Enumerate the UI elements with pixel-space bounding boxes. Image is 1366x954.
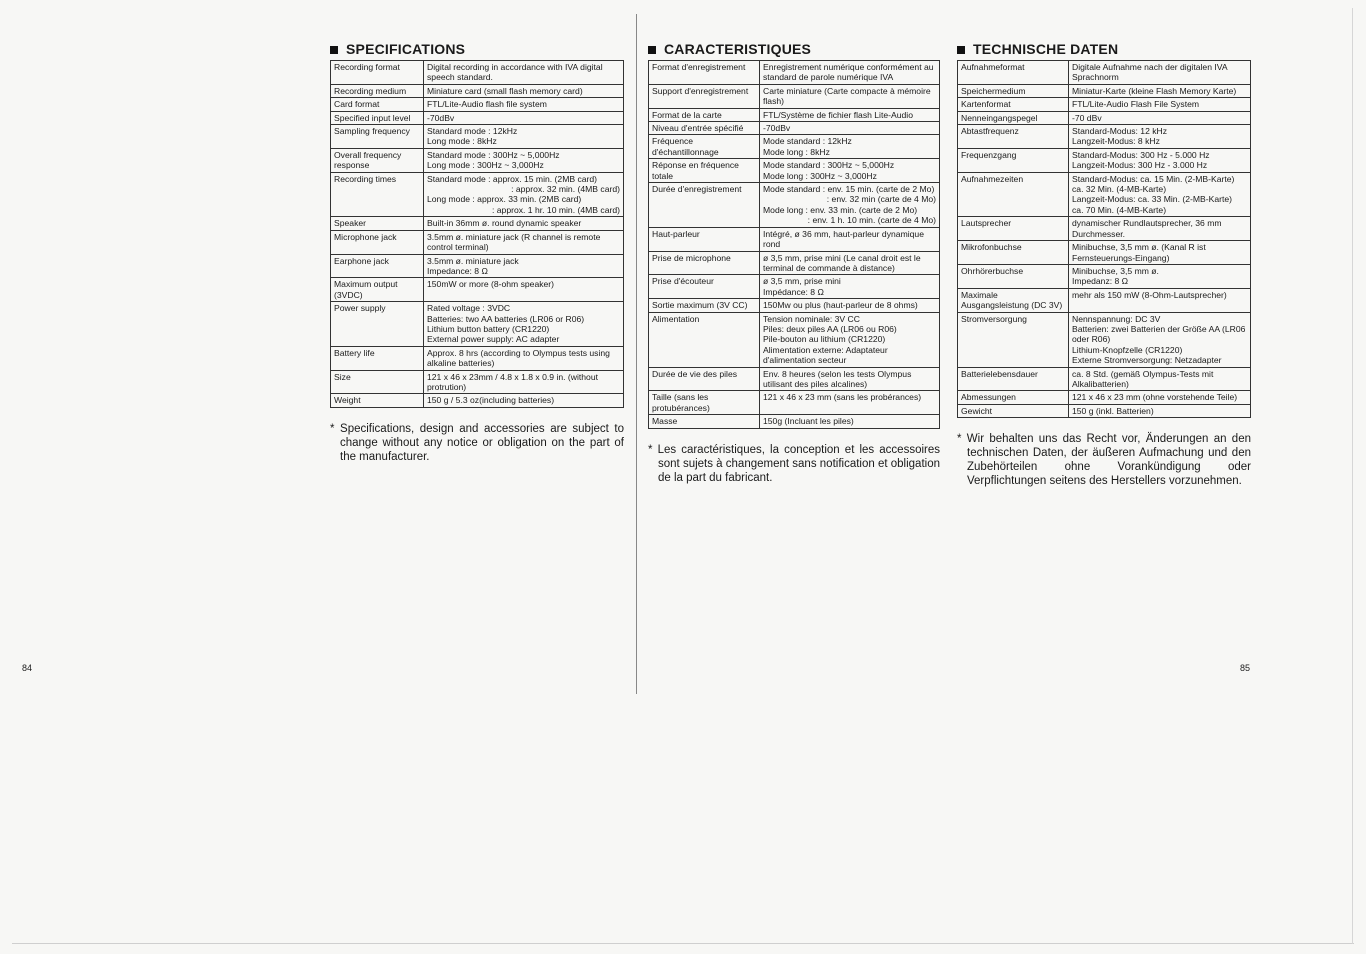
table-row [649,251,940,275]
spec-value-line: 3.5mm ø. miniature jack [427,255,519,266]
spec-value [424,370,624,394]
table-row [649,122,940,135]
scan-edge-bottom [12,943,1354,944]
spec-value-line: 121 x 46 x 23mm / 4.8 x 1.8 x 0.9 in. (without protrution) [427,371,599,392]
spec-value-line: Digitale Aufnahme nach der digitalen IVA Sprachnorm [1072,62,1228,83]
spec-value-line: Mode standard : 300Hz ~ 5,000Hz [763,160,895,171]
spec-value [1069,172,1251,217]
spec-label: Masse [649,415,760,428]
spec-value [1069,61,1251,85]
spec-label: Prise de microphone [649,251,760,275]
table-row [958,98,1251,111]
spec-value [424,61,624,85]
spec-label: Maximale Ausgangsleistung (DC 3V) [958,288,1069,312]
spec-label: Haut-parleur [649,227,760,251]
spec-value [1069,98,1251,111]
spec-value-line: External power supply: AC adapter [427,334,560,345]
spec-value-line: Built-in 36mm ø. round dynamic speaker [427,218,582,229]
table-row [958,111,1251,124]
spec-value-line: Lithium-Knopfzelle (CR1220) [1072,344,1183,355]
spec-value-line: Impédance: 8 Ω [763,286,824,297]
spec-value-line: Impedanz: 8 Ω [1072,276,1129,287]
spec-label: Stromversorgung [958,312,1069,367]
spec-value-line: Env. 8 heures (selon les tests Olympus utilisant des piles alcalines) [763,368,912,389]
page-gutter [636,14,637,694]
spec-value-line: Batteries: two AA batteries (LR06 or R06) [427,313,585,324]
spec-value-line: 150mW or more (8-ohm speaker) [427,279,555,290]
spec-value-line: Rated voltage : 3VDC [427,303,511,314]
spec-value [760,122,940,135]
spec-value-line: Approx. 8 hrs (according to Olympus tests using alkaline batteries) [427,347,610,369]
spec-value-line: Long mode : approx. 33 min. (2MB card) [427,194,582,205]
spec-value-line: 150Mw ou plus (haut-parleur de 8 ohms) [763,300,918,311]
spec-value-line: mehr als 150 mW (8-Ohm-Lautsprecher) [1072,289,1227,300]
spec-label: Speichermedium [958,84,1069,97]
spec-value [1069,148,1251,172]
spec-label: Microphone jack [331,230,424,254]
spec-table [330,60,624,408]
spec-label: Frequenzgang [958,148,1069,172]
spec-value-line: -70dBv [763,123,791,134]
spec-value-line: Nennspannung: DC 3V [1072,313,1161,324]
spec-value-line: -70 dBv [1072,112,1102,123]
spec-value-line: Externe Stromversorgung: Netzadapter [1072,355,1222,366]
spec-value [1069,312,1251,367]
spec-value-line: : env. 1 h. 10 min. (carte de 4 Mo) [807,215,936,226]
table-row [649,61,940,85]
spec-value-line: FTL/Lite-Audio flash file system [427,99,547,110]
disclaimer-note: * Les caractéristiques, la conception et les accessoires sont sujets à changement sans notification et obligation de la part du fabricant. [648,443,940,484]
spec-label: Alimentation [649,312,760,367]
spec-value [424,217,624,230]
spec-value-line: Tension nominale: 3V CC [763,313,860,324]
spec-label: Aufnahmeformat [958,61,1069,85]
spec-value [760,135,940,159]
table-row [958,404,1251,417]
spec-value-line: Long mode : 8kHz [427,136,497,147]
spec-value [760,61,940,85]
spec-value-line: FTL/Lite-Audio Flash File System [1072,99,1200,110]
spec-value [424,84,624,97]
specifications-column [330,40,624,464]
spec-value [424,394,624,407]
spec-value-line: Enregistrement numérique conformément au standard de parole numérique IVA [763,62,934,83]
table-row [331,346,624,370]
spec-label: Sortie maximum (3V CC) [649,299,760,312]
spec-value [760,275,940,299]
spec-label: Durée d'enregistrement [649,183,760,228]
spec-value-line: Digital recording in accordance with IVA digital speech standard. [427,62,603,83]
spec-value-line: Mode long : 300Hz ~ 3,000Hz [763,170,877,181]
spec-value-line: 121 x 46 x 23 mm (sans les probérances) [763,392,922,403]
square-bullet-icon [648,46,656,54]
spec-value [424,125,624,149]
spec-value-line: Mode long : env. 33 min. (carte de 2 Mo) [763,204,918,215]
spec-label: Battery life [331,346,424,370]
table-row [331,230,624,254]
spec-value-line: Pile-bouton au lithium (CR1220) [763,334,886,345]
table-row [649,108,940,121]
table-row [649,159,940,183]
table-row [958,241,1251,265]
table-row [649,84,940,108]
table-row [331,61,624,85]
spec-value-line: ca. 70 Min. (4-MB-Karte) [1072,204,1167,215]
spec-value [424,230,624,254]
spec-label: Niveau d'entrée spécifié [649,122,760,135]
spec-value [424,148,624,172]
spec-table [957,60,1251,418]
table-row [649,367,940,391]
spec-value-line: 121 x 46 x 23 mm (ohne vorstehende Teile) [1072,392,1238,403]
table-row [331,278,624,302]
spec-value-line: Lithium button battery (CR1220) [427,323,550,334]
spec-label: Recording medium [331,84,424,97]
table-row [649,183,940,228]
table-row [331,370,624,394]
spec-value [1069,125,1251,149]
spec-value [1069,84,1251,97]
table-row [958,61,1251,85]
spec-value-line: ø 3,5 mm, prise mini (Le canal droit est le terminal de commande à distance) [763,252,921,273]
table-row [649,299,940,312]
spec-label: Format de la carte [649,108,760,121]
table-row [331,394,624,407]
spec-value [760,159,940,183]
spec-value [760,391,940,415]
table-row [331,172,624,217]
spec-label: Kartenformat [958,98,1069,111]
spec-value [760,227,940,251]
spec-value-line: Langzeit-Modus: 8 kHz [1072,136,1160,147]
table-row [958,288,1251,312]
spec-value [1069,367,1251,391]
spec-value [424,254,624,278]
caracteristiques-column [648,40,940,485]
spec-value-line: -70dBv [427,112,455,123]
spec-label: Maximum output (3VDC) [331,278,424,302]
spec-value-line: 150 g (inkl. Batterien) [1072,405,1154,416]
spec-value [424,346,624,370]
spec-value-line: Mode standard : env. 15 min. (carte de 2 Mo) [763,184,935,195]
table-row [331,254,624,278]
spec-value-line: 3.5mm ø. miniature jack (R channel is remote control terminal) [427,231,601,253]
spec-value [1069,111,1251,124]
table-row [649,275,940,299]
spec-value-line: Standard mode : 300Hz ~ 5,000Hz [427,149,560,160]
spec-value [760,312,940,367]
technische-daten-column [957,40,1251,488]
spec-label: Lautsprecher [958,217,1069,241]
spec-value-line: Mode long : 8kHz [763,146,830,157]
section-heading: TECHNISCHE DATEN [957,40,1251,58]
section-heading: CARACTERISTIQUES [648,40,940,58]
spec-value [760,84,940,108]
spec-value [424,111,624,124]
table-row [649,227,940,251]
spec-value [1069,391,1251,404]
spec-label: Support d'enregistrement [649,84,760,108]
table-row [958,217,1251,241]
page-number-left: 84 [22,663,33,673]
spec-label: Ohrhörerbuchse [958,264,1069,288]
spec-value [760,108,940,121]
spec-label: Speaker [331,217,424,230]
spec-value-line: Langzeit-Modus: ca. 33 Min. (2-MB-Karte) [1072,194,1232,205]
spec-value [1069,404,1251,417]
spec-value [760,251,940,275]
spec-label: Batterielebensdauer [958,367,1069,391]
spec-value-line: : approx. 32 min. (4MB card) [511,184,620,195]
spec-value-line: : approx. 1 hr. 10 min. (4MB card) [491,204,620,215]
spec-label: Weight [331,394,424,407]
table-row [649,391,940,415]
spec-label: Abmessungen [958,391,1069,404]
spec-label: Card format [331,98,424,111]
table-row [958,125,1251,149]
page-number-right: 85 [1240,663,1251,673]
spec-value-line: Alimentation externe: Adaptateur d'alimentation secteur [763,344,888,366]
spec-value [424,172,624,217]
table-row [958,84,1251,97]
spec-label: Nenneingangspegel [958,111,1069,124]
spec-value-line: Standard-Modus: 12 kHz [1072,126,1168,137]
table-row [331,84,624,97]
table-row [331,98,624,111]
spec-value [424,278,624,302]
table-row [958,391,1251,404]
spec-label: Size [331,370,424,394]
spec-label: Fréquence d'échantillonnage [649,135,760,159]
spec-value [1069,288,1251,312]
spec-label: Sampling frequency [331,125,424,149]
spec-value-line: : env. 32 min (carte de 4 Mo) [826,194,936,205]
spec-value-line: FTL/Système de fichier flash Lite-Audio [763,109,913,120]
spec-value-line: 150g (Incluant les piles) [763,416,854,427]
spec-value-line: Batterien: zwei Batterien der Größe AA (LR06 oder R06) [1072,323,1246,345]
section-heading: SPECIFICATIONS [330,40,624,58]
table-row [958,367,1251,391]
square-bullet-icon [330,46,338,54]
square-bullet-icon [957,46,965,54]
table-row [331,217,624,230]
table-row [331,302,624,347]
spec-value-line: Langzeit-Modus: 300 Hz - 3.000 Hz [1072,160,1208,171]
spec-value [1069,217,1251,241]
spec-label: Durée de vie des piles [649,367,760,391]
spec-value-line: ca. 8 Std. (gemäß Olympus-Tests mit Alkalibatterien) [1072,368,1214,389]
spec-value-line: Piles: deux piles AA (LR06 ou R06) [763,323,897,334]
spec-value-line: ø 3,5 mm, prise mini [763,276,841,287]
spec-label: Taille (sans les protubérances) [649,391,760,415]
spec-value-line: Standard-Modus: ca. 15 Min. (2-MB-Karte) [1072,173,1235,184]
spec-value [760,183,940,228]
spec-value-line: Mode standard : 12kHz [763,136,852,147]
table-row [649,135,940,159]
spec-value-line: Minibuchse, 3,5 mm ø. (Kanal R ist Fernsteuerungs-Eingang) [1072,242,1206,263]
spec-label: Power supply [331,302,424,347]
spec-label: Recording format [331,61,424,85]
spec-value-line: Carte miniature (Carte compacte à mémoire flash) [763,85,931,107]
spec-table [648,60,940,429]
spec-label: Format d'enregistrement [649,61,760,85]
spec-label: Gewicht [958,404,1069,417]
spec-value-line: Miniatur-Karte (kleine Flash Memory Karte) [1072,85,1237,96]
table-row [331,125,624,149]
spec-value [424,98,624,111]
spec-value [424,302,624,347]
spec-value-line: ca. 32 Min. (4-MB-Karte) [1072,184,1167,195]
table-row [649,415,940,428]
table-row [958,264,1251,288]
spec-label: Specified input level [331,111,424,124]
spec-value-line: Standard mode : approx. 15 min. (2MB card) [427,173,598,184]
spec-label: Earphone jack [331,254,424,278]
spec-value-line: Long mode : 300Hz ~ 3,000Hz [427,160,544,171]
spec-value-line: Impedance: 8 Ω [427,265,488,276]
spec-value [1069,264,1251,288]
disclaimer-note: * Specifications, design and accessories are subject to change without any notice or obligation on the part of the manufacturer. [330,422,624,463]
spec-value-line: dynamischer Rundlautsprecher, 36 mm Durchmesser. [1072,218,1222,239]
spec-label: Abtastfrequenz [958,125,1069,149]
scan-edge-right [1352,8,1353,944]
spec-label: Réponse en fréquence totale [649,159,760,183]
spec-label: Overall frequency response [331,148,424,172]
spec-value-line: Standard mode : 12kHz [427,126,518,137]
table-row [331,111,624,124]
table-row [331,148,624,172]
spec-label: Aufnahmezeiten [958,172,1069,217]
spec-value [760,299,940,312]
spec-label: Prise d'écouteur [649,275,760,299]
disclaimer-note: * Wir behalten uns das Recht vor, Änderungen an den technischen Daten, der äußeren Aufmachung und den Zubehörteilen ohne Vorankündigung oder Verpflichtungen seitens des Herstellers vorzunehmen. [957,433,1251,488]
spec-label: Recording times [331,172,424,217]
spec-label: Mikrofonbuchse [958,241,1069,265]
spec-value-line: Standard-Modus: 300 Hz - 5.000 Hz [1072,149,1210,160]
spec-value-line: 150 g / 5.3 oz(including batteries) [427,395,555,406]
spec-value [1069,241,1251,265]
table-row [958,172,1251,217]
spec-value [760,415,940,428]
spec-value-line: Miniature card (small flash memory card) [427,85,583,96]
table-row [958,312,1251,367]
table-row [958,148,1251,172]
table-row [649,312,940,367]
spec-value-line: Intégré, ø 36 mm, haut-parleur dynamique rond [763,228,924,250]
spec-value [760,367,940,391]
spec-value-line: Minibuchse, 3,5 mm ø. [1072,265,1159,276]
